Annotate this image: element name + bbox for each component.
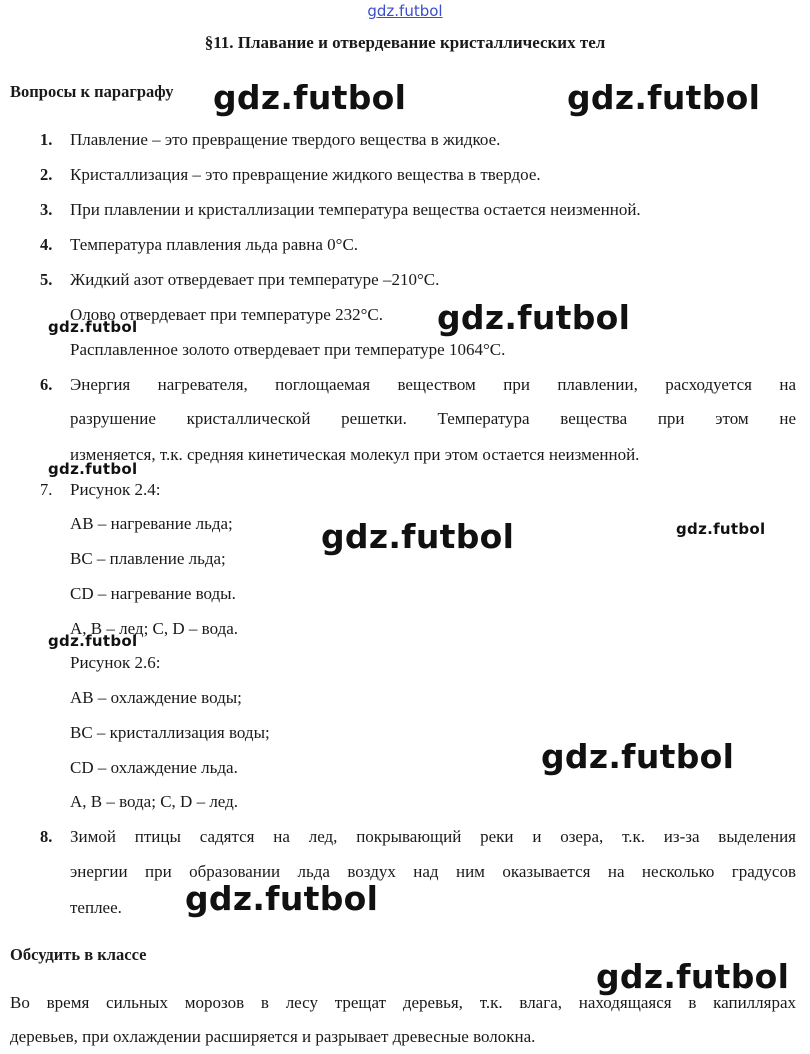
item-text: Рисунок 2.6: <box>70 653 161 672</box>
item-text: Олово отвердевает при температуре 232°C. <box>70 305 383 324</box>
item-number: 4. <box>40 235 53 254</box>
watermark: gdz.futbol <box>676 520 766 538</box>
watermark: gdz.futbol <box>596 957 790 996</box>
item-number: 5. <box>40 270 53 289</box>
item-text: A, B – лед; C, D – вода. <box>70 619 239 638</box>
item-text: Зимой птицы садятся на лед, покрывающий реки и озера, т.к. из-за выделения <box>70 827 796 846</box>
item-text: энергии при образовании льда воздух над ним оказывается на несколько градусов <box>70 862 796 881</box>
item-number: 3. <box>40 200 53 219</box>
watermark: gdz.futbol <box>48 460 138 478</box>
watermark: gdz.futbol <box>48 632 138 650</box>
section-heading-questions: Вопросы к параграфу <box>10 82 174 101</box>
item-text: Кристаллизация – это превращение жидкого вещества в твердое. <box>70 165 541 184</box>
item-text: Расплавленное золото отвердевает при температуре 1064°C. <box>70 340 506 359</box>
item-text: AB – охлаждение воды; <box>70 688 242 707</box>
watermark: gdz.futbol <box>213 78 407 117</box>
watermark: gdz.futbol <box>185 879 379 918</box>
item-text: A, B – вода; C, D – лед. <box>70 792 239 811</box>
item-text: изменяется, т.к. средняя кинетическая молекул при этом остается неизменной. <box>70 445 640 464</box>
item-text: При плавлении и кристаллизации температура вещества остается неизменной. <box>70 200 641 219</box>
item-number: 6. <box>40 375 53 394</box>
item-text: Энергия нагревателя, поглощаемая веществом при плавлении, расходуется на <box>70 375 796 394</box>
watermark: gdz.futbol <box>541 737 735 776</box>
site-link[interactable]: gdz.futbol <box>367 2 443 20</box>
item-text: разрушение кристаллической решетки. Температура вещества при этом не <box>70 409 796 428</box>
item-text: BC – кристаллизация воды; <box>70 723 270 742</box>
item-text: CD – нагревание воды. <box>70 584 236 603</box>
watermark: gdz.futbol <box>48 318 138 336</box>
item-text: теплее. <box>70 898 122 917</box>
item-text: CD – охлаждение льда. <box>70 758 238 777</box>
item-number: 7. <box>40 480 53 499</box>
item-text: AB – нагревание льда; <box>70 514 233 533</box>
item-text: Температура плавления льда равна 0°C. <box>70 235 359 254</box>
watermark: gdz.futbol <box>567 78 761 117</box>
section-heading-discuss: Обсудить в классе <box>10 945 147 964</box>
page-title: §11. Плавание и отвердевание кристаллических тел <box>204 33 606 52</box>
paragraph-text: деревьев, при охлаждении расширяется и разрывает древесные волокна. <box>10 1027 536 1046</box>
item-number: 1. <box>40 130 53 149</box>
watermark: gdz.futbol <box>437 298 631 337</box>
item-text: Плавление – это превращение твердого вещества в жидкое. <box>70 130 501 149</box>
item-number: 8. <box>40 827 53 846</box>
item-text: Рисунок 2.4: <box>70 480 161 499</box>
item-number: 2. <box>40 165 53 184</box>
watermark: gdz.futbol <box>321 517 515 556</box>
paragraph-text: Во время сильных морозов в лесу трещат деревья, т.к. влага, находящаяся в капиллярах <box>10 993 796 1012</box>
item-text: BC – плавление льда; <box>70 549 226 568</box>
item-text: Жидкий азот отвердевает при температуре –210°C. <box>70 270 440 289</box>
